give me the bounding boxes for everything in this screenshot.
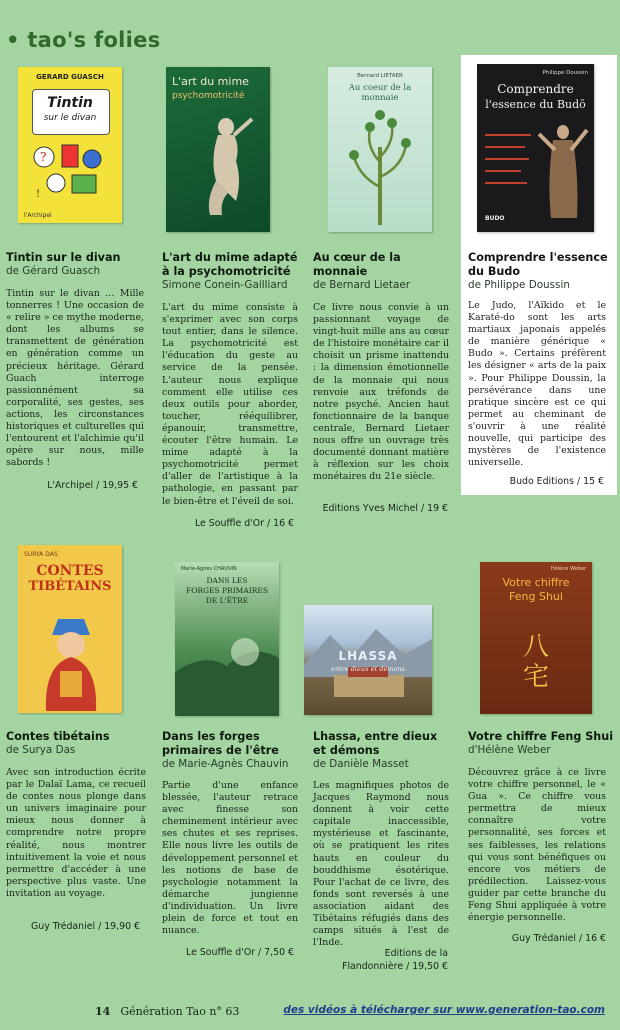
book-publisher-line1: Editions de la — [384, 948, 448, 959]
book-title: Lhassa, entre dieux et démons — [313, 730, 438, 757]
book-cover-lhassa — [304, 605, 432, 715]
book-publisher: Le Souffle d'Or / 7,50 € — [186, 947, 294, 958]
book-publisher: Le Souffle d'Or / 16 € — [194, 518, 294, 529]
book-title: Contes tibétains — [6, 730, 110, 743]
cover-subtitle: psychomotricité — [172, 91, 245, 101]
book-author: de Surya Das — [6, 744, 76, 756]
book-publisher: L'Archipel / 19,95 € — [47, 480, 138, 491]
book-author: Simone Conein-Gailliard — [162, 279, 288, 291]
book-description: Les magnifiques photos de Jacques Raymond nous donnent à voir cette capitale inaccessible, mystérieuse et fascinante, où se pratiquent les rites hauts en couleur du bouddhisme ésotérique. Pour l'achat de ce livre, des fonds sont reversés à une association aidant des Tibétains réfugiés dans des camps situés à l'est de l'Inde. — [313, 780, 449, 949]
book-title: L'art du mime adapté à la psychomotricité — [162, 251, 298, 278]
cover-subtitle: entre dieux et démons — [331, 665, 405, 673]
book-cover-tintin — [18, 67, 122, 223]
book-author: de Gérard Guasch — [6, 265, 101, 277]
book-description: L'art du mime consiste à s'exprimer avec son corps tout entier, dans le silence. La psychomotricité est l'éducation du geste au service de la pensée. L'auteur nous explique comment elle utilise ces deux outils pour aborder, toucher, rééquilibrer, épanouir, transmettre, écouter l'être humain. Le mime adapté à la psychomotricité permet d'aller de l'artistique à la pathologie, en passant par le bien-être et l'éveil de soi. — [162, 302, 298, 507]
book-title: Votre chiffre Feng Shui — [468, 730, 614, 743]
book-cover-forges — [175, 562, 279, 716]
book-cover-budo — [477, 64, 594, 232]
book-cover-monnaie — [328, 67, 432, 232]
cover-title: Comprendre — [497, 82, 574, 96]
book-author: d'Hélène Weber — [468, 744, 551, 756]
cover-author: Marie-Agnès CHAUVIN — [181, 566, 237, 572]
cover-subtitle: Feng Shui — [509, 590, 563, 603]
cover-author: SURYA DAS — [24, 551, 58, 558]
cover-subtitle: l'essence du Budō — [485, 98, 586, 111]
book-title: Tintin sur le divan — [6, 251, 121, 264]
footer-page-info — [95, 1005, 239, 1018]
svg-text:!: ! — [36, 189, 41, 200]
book-title: Au cœur de la monnaie — [313, 251, 401, 278]
chinese-glyph-icon: 八宅 — [522, 632, 549, 692]
cover-title: Au coeur de la monnaie — [348, 83, 412, 103]
tintin-doodles-illustration — [26, 139, 114, 203]
book-publisher: Editions Yves Michel / 19 € — [322, 503, 448, 514]
cover-publisher: l'Archipel — [24, 212, 52, 219]
page-number: 14 — [95, 1005, 111, 1018]
cover-publisher: BUDO — [485, 215, 505, 222]
book-author: de Marie-Agnès Chauvin — [162, 758, 289, 770]
book-description: Le Judo, l'Aïkido et le Karaté-do sont les arts martiaux japonais appelés de manière générique « Budo ». Certains préfèrent les désigner « arts de la paix ». Pour Philippe Doussin, la persévérance dans une pratique sincère est ce qui permet au cheminant de s'ouvrir à une réalité nouvelle, qui participe des mystères de l'existence universelle. — [468, 300, 606, 469]
cover-title: LHASSA — [338, 649, 398, 663]
cover-author: Hélène Weber — [550, 566, 586, 572]
section-title: • tao's folies — [6, 28, 161, 52]
cover-title: L'art du mime — [172, 75, 249, 88]
cover-subtitle: sur le divan — [43, 113, 97, 123]
book-publisher: Guy Trédaniel / 16 € — [511, 933, 606, 944]
forest-illustration — [175, 622, 279, 716]
cover-subtitle-2: DE L'ÊTRE — [205, 596, 249, 605]
cover-title: DANS LES — [206, 576, 248, 585]
cover-author: Bernard LIETAER — [357, 73, 403, 79]
cover-title: Tintin — [47, 95, 93, 111]
cover-title: CONTES — [36, 563, 104, 579]
book-author: de Danièle Masset — [313, 758, 409, 770]
book-cover-fengshui — [480, 562, 592, 714]
magazine-issue: Génération Tao n° 63 — [120, 1005, 240, 1018]
martial-artist-illustration — [535, 120, 591, 220]
book-description: Tintin sur le divan … Mille tonnerres ! Une occasion de « relire » ce mythe moderne, dont les albums se transmettent de génération en génération comme un précieux héritage. Gérard Guach interroge passionnément sa corporalité, ses gestes, ses actions, les circonstances historiques et culturelles qui l'entourent et l'alchimie qu'il opère sur nous, mille sabords ! — [6, 288, 144, 469]
svg-text:?: ? — [40, 150, 47, 164]
cover-title: Votre chiffre — [502, 576, 570, 589]
cover-author: Philippe Doussin — [542, 70, 588, 76]
book-publisher-line2: Flandonnière / 19,50 € — [342, 961, 448, 972]
book-description: Découvrez grâce à ce livre votre chiffre personnel, le « Gua ». Ce chiffre vous permettra de mieux connaître votre personnalité, ses forces et ses faiblesses, les relations qui vous sont bénéfiques ou encore vos métiers de prédilection. Laissez-vous guider par cette branche du Feng Shui appliquée à votre énergie personnelle. — [468, 767, 606, 924]
cover-author: GERARD GUASCH — [36, 73, 104, 81]
book-cover-contes — [18, 545, 122, 713]
book-description: Avec son introduction écrite par le Dalaï Lama, ce recueil de contes nous plonge dans un univers imaginaire pour mieux nous donner à comprendre notre propre réalité, nous montrer intuitivement la voie et nous permettre d'accéder à une perspective plus vaste. Une invitation au voyage. — [6, 767, 146, 899]
mime-figure-illustration — [196, 111, 256, 221]
book-title: Dans les forges primaires de l'être — [162, 730, 279, 757]
footer-video-link[interactable]: des vidéos à télécharger sur www.generation-tao.com — [283, 1004, 605, 1016]
tibetan-monk-illustration — [36, 615, 106, 711]
money-tree-illustration — [340, 107, 420, 227]
book-publisher: Budo Editions / 15 € — [509, 476, 604, 487]
book-author: de Bernard Lietaer — [313, 279, 411, 291]
book-description: Ce livre nous convie à un passionnant voyage de vingt-huit mille ans au cœur de l'histoire monétaire car il choisit un prisme inattendu : la dimension émotionnelle de la monnaie qui nous renvoie aux tréfonds de notre psyché. Ancien haut fonctionnaire de la banque centrale, Bernard Lietaer nous offre un ouvrage très documenté donnant matière à réflexion sur les choix monétaires du 21e siècle. — [313, 302, 449, 483]
book-title: Comprendre l'essence du Budo — [468, 251, 608, 278]
book-description: Partie d'une enfance blessée, l'auteur retrace avec finesse son cheminement intérieur avec ses chutes et ses reprises. Elle nous livre les outils de développement personnel et les notions de base de psychologie notamment la démarche jungienne d'individuation. Un livre plein de force et tout en nuance. — [162, 780, 298, 937]
cover-subtitle: FORGES PRIMAIRES — [186, 586, 268, 595]
cover-subtitle: TIBÉTAINS — [28, 579, 112, 594]
book-publisher: Guy Trédaniel / 19,90 € — [30, 921, 140, 932]
book-cover-mime — [166, 67, 270, 232]
book-author: de Philippe Doussin — [468, 279, 570, 291]
